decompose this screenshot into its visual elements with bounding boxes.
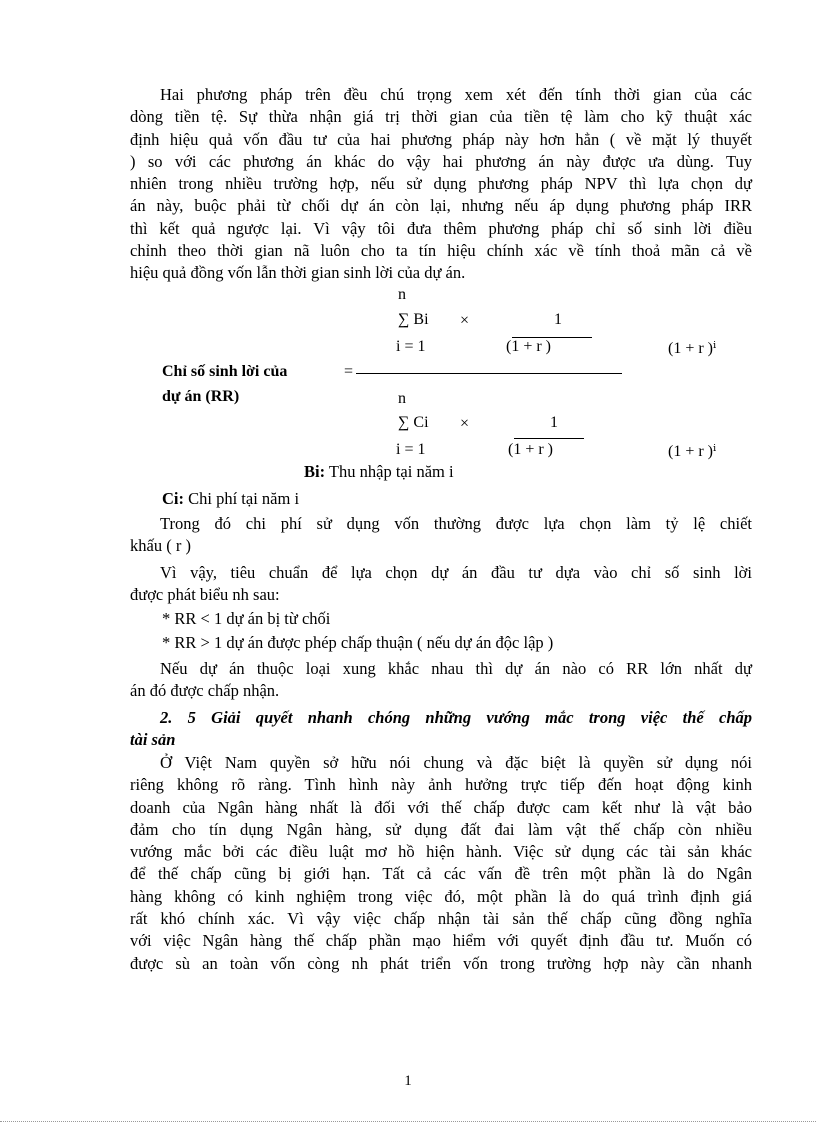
- heading-line: 2. 5 Giải quyết nhanh chóng những vướng mắc trong việc thế chấp: [160, 708, 752, 727]
- formula-den-sum: ∑ Ci: [398, 414, 429, 431]
- formula-den-i1: i = 1: [396, 441, 426, 458]
- bi-text: Thu nhập tại năm i: [325, 462, 454, 481]
- bi-definition: [304, 462, 454, 482]
- formula-den-fraction-bar: [514, 438, 584, 439]
- exclusive-line: Nếu dự án thuộc loại xung khắc nhau thì dự án nào có RR lớn nhất dự: [160, 659, 752, 678]
- collateral-paragraph: [130, 752, 752, 975]
- collateral-line: hàng không có kinh nghiệm trong việc đó, một phần là do quá trình định giá: [130, 886, 752, 906]
- collateral-line: doanh của Ngân hàng nhất là đối với thế chấp được cam kết như là vật bảo: [130, 797, 752, 817]
- formula-den-one: 1: [550, 414, 558, 431]
- collateral-line: rất khó chính xác. Vì vậy việc chấp nhận tài sản thế chấp cũng đồng nghĩa: [130, 909, 752, 929]
- intro-line: dòng tiền tệ. Sự thừa nhận giá trị thời gian của tiền tệ làm cho kỹ thuật xác: [130, 107, 752, 127]
- bi-label: Bi:: [304, 462, 326, 481]
- cost-line: khấu ( r ): [130, 536, 191, 556]
- formula-num-sum: ∑ Bi: [398, 311, 429, 328]
- collateral-line: được sù an toàn vốn còng nh phát triển vốn trong trường hợp này cần nhanh: [130, 953, 752, 973]
- cost-line: Trong đó chi phí sử dụng vốn thường được lựa chọn làm tỷ lệ chiết: [160, 514, 752, 533]
- cost-paragraph: [130, 513, 752, 558]
- criteria-line: được phát biểu nh sau:: [130, 585, 280, 605]
- formula-den-n: n: [398, 390, 406, 407]
- collateral-line: vướng mắc bởi các điều luật mơ hồ hiện hành. Việc sử dụng các tài sản khác: [130, 842, 752, 862]
- intro-line: thì kết quả ngược lại. Vì vậy tôi đưa thêm phương pháp chỉ số sinh lời điều: [130, 218, 752, 238]
- intro-line: định hiệu quả vốn đầu tư của hai phương pháp này hơn hẳn ( về mặt lý thuyết: [130, 129, 752, 149]
- formula-den-pow: (1 + r )ⁱ: [668, 443, 717, 460]
- intro-line: ) so với các phương án khác do vậy hai phương án này được ưa dùng. Tuy: [130, 151, 752, 171]
- page-bottom-rule: [0, 1121, 816, 1122]
- formula-num-n: n: [398, 286, 406, 303]
- formula-main-fraction-bar: [356, 373, 622, 374]
- intro-paragraph: [130, 84, 752, 285]
- collateral-line: với việc Ngân hàng thế chấp phần mạo hiểm với quyết định đầu tư. Muốn có: [130, 931, 752, 951]
- intro-line: án này, buộc phải từ chối dự án còn lại, nhưng nếu áp dụng phương pháp IRR: [130, 196, 752, 216]
- formula-num-den: (1 + r ): [506, 338, 552, 355]
- collateral-line: Ở Việt Nam quyền sở hữu nói chung và đặc biệt là quyền sử dụng nói: [160, 753, 752, 772]
- ci-label: Ci:: [162, 489, 184, 508]
- formula-label-line1: Chỉ số sinh lời của: [162, 363, 288, 380]
- bullet-reject: * RR < 1 dự án bị từ chối: [162, 609, 331, 628]
- formula-den-times: ×: [460, 415, 470, 432]
- section-heading: [130, 707, 752, 751]
- exclusive-paragraph: [130, 658, 752, 703]
- formula-label-line2: dự án (RR): [162, 388, 240, 405]
- intro-line: chỉnh theo thời gian nã luôn cho ta tín hiệu chính xác về tính thoả mãn cả về: [130, 241, 752, 261]
- collateral-line: riêng không rõ ràng. Tình hình này ảnh hưởng trực tiếp đến hoạt động kinh: [130, 775, 752, 795]
- formula-num-i1: i = 1: [396, 338, 426, 355]
- formula-equals: =: [344, 363, 354, 380]
- formula-num-one: 1: [554, 311, 562, 328]
- heading-line: tài sản: [130, 730, 176, 749]
- bullet-accept: * RR > 1 dự án được phép chấp thuận ( nếu dự án độc lập ): [162, 633, 554, 652]
- formula-den-den: (1 + r ): [508, 441, 554, 458]
- collateral-line: để thế chấp cũng bị giới hạn. Tất cả các vấn đề trên một phần là do Ngân: [130, 864, 752, 884]
- ci-definition: [162, 489, 299, 509]
- formula-num-pow: (1 + r )ⁱ: [668, 340, 717, 357]
- collateral-line: đảm cho tín dụng Ngân hàng, sử dụng đất đai làm vật thế chấp còn nhiều: [130, 819, 752, 839]
- page-number: 1: [404, 1073, 412, 1089]
- criteria-paragraph: [130, 562, 752, 607]
- formula-num-times: ×: [460, 312, 470, 329]
- intro-line: nhiên trong nhiều trường hợp, nếu sử dụng phương pháp NPV thì lựa chọn dự: [130, 174, 752, 194]
- criteria-line: Vì vậy, tiêu chuẩn để lựa chọn dự án đầu tư dựa vào chỉ số sinh lời: [160, 563, 752, 582]
- exclusive-line: án đó được chấp nhận.: [130, 681, 280, 701]
- intro-line: hiệu quả đồng vốn lẫn thời gian sinh lời của dự án.: [130, 263, 466, 283]
- intro-line: Hai phương pháp trên đều chú trọng xem xét đến tính thời gian của các: [160, 85, 752, 104]
- ci-text: Chi phí tại năm i: [184, 489, 300, 508]
